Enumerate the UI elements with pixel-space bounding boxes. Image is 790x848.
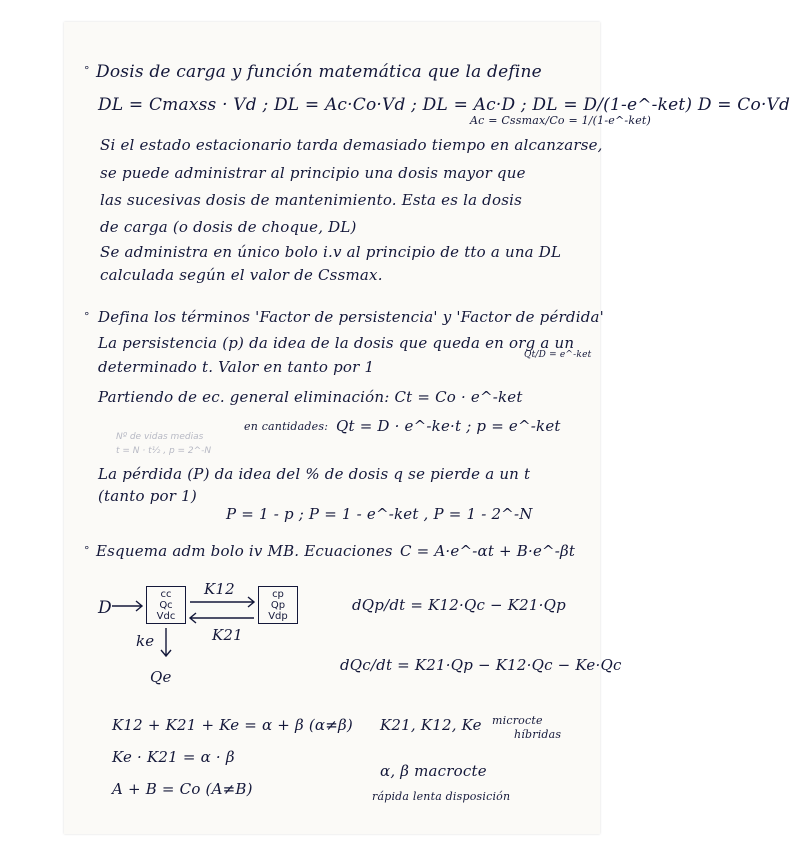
text-line: las sucesivas dosis de mantenimiento. Esta es la dosis bbox=[100, 191, 523, 209]
text-line: (tanto por 1) bbox=[98, 487, 197, 505]
peripheral-ode: dQp/dt = K12·Qc − K21·Qp bbox=[352, 596, 566, 614]
loss-equation: P = 1 - p ; P = 1 - e^-ket , P = 1 - 2^-N bbox=[226, 505, 533, 523]
rate-relation-product: Ke · K21 = α · β bbox=[112, 748, 235, 766]
micro-constants-label: microcte bbox=[492, 714, 543, 727]
coefficient-relation: A + B = Co (A≠B) bbox=[112, 780, 253, 798]
dose-input-label: D bbox=[98, 598, 112, 618]
box-label: Qc bbox=[159, 600, 173, 611]
text-line: La pérdida (P) da idea del % de dosis q se pierde a un t bbox=[98, 465, 531, 483]
biexponential-equation: C = A·e^-αt + B·e^-βt bbox=[400, 542, 576, 560]
faint-note: t = N · t½ , p = 2^-N bbox=[116, 446, 212, 456]
central-compartment-box bbox=[146, 586, 186, 624]
ke-label: ke bbox=[136, 632, 155, 650]
peripheral-compartment-box bbox=[258, 586, 298, 624]
bullet-dot: ° bbox=[84, 310, 90, 323]
k12-label: K12 bbox=[204, 580, 235, 598]
rate-relation-sum: K12 + K21 + Ke = α + β (α≠β) bbox=[112, 716, 353, 734]
persistence-equation: Qt = D · e^-ke·t ; p = e^-ket bbox=[336, 417, 561, 435]
phase-labels: rápida lenta disposición bbox=[372, 790, 511, 803]
section-2-heading: Defina los términos 'Factor de persistencia' y 'Factor de pérdida' bbox=[98, 308, 604, 326]
qe-label: Qe bbox=[150, 668, 172, 686]
macro-constants: α, β macrocte bbox=[380, 762, 487, 780]
faint-note: Nº de vidas medias bbox=[116, 432, 204, 442]
accumulation-factor-formula: Ac = Cssmax/Co = 1/(1-e^-ket) bbox=[470, 114, 652, 127]
bullet-dot: ° bbox=[84, 64, 90, 77]
box-label: cc bbox=[160, 589, 172, 600]
box-label: Qp bbox=[270, 600, 286, 611]
box-label: Vdp bbox=[268, 611, 288, 622]
section-1-heading: Dosis de carga y función matemática que la define bbox=[96, 62, 542, 82]
text-line: calculada según el valor de Cssmax. bbox=[100, 266, 383, 284]
text-line: Se administra en único bolo i.v al principio de tto a una DL bbox=[100, 243, 562, 261]
loading-dose-formula: DL = Cmaxss · Vd ; DL = Ac·Co·Vd ; DL = Ac·D ; DL = D/(1-e^-ket) D = Co·Vd bbox=[98, 95, 790, 115]
k21-label: K21 bbox=[212, 626, 243, 644]
text-line: de carga (o dosis de choque, DL) bbox=[100, 218, 357, 236]
box-label: cp bbox=[272, 589, 284, 600]
text-line: Partiendo de ec. general eliminación: Ct = Co · e^-ket bbox=[98, 388, 523, 406]
text-line: en cantidades: bbox=[244, 420, 329, 433]
text-line: La persistencia (p) da idea de la dosis que queda en org a un bbox=[98, 334, 575, 352]
box-label: Vdc bbox=[156, 611, 176, 622]
text-line: se puede administrar al principio una dosis mayor que bbox=[100, 164, 526, 182]
text-line: determinado t. Valor en tanto por 1 bbox=[98, 358, 375, 376]
bullet-dot: ° bbox=[84, 544, 90, 557]
central-ode: dQc/dt = K21·Qp − K12·Qc − Ke·Qc bbox=[340, 656, 622, 674]
micro-constants: K21, K12, Ke bbox=[380, 716, 482, 734]
hybrid-label: híbridas bbox=[514, 728, 562, 741]
text-line: Si el estado estacionario tarda demasiado tiempo en alcanzarse, bbox=[100, 136, 603, 154]
section-3-heading: Esquema adm bolo iv MB. Ecuaciones bbox=[96, 542, 393, 560]
margin-note: Qt/D = e^-ket bbox=[524, 350, 592, 360]
